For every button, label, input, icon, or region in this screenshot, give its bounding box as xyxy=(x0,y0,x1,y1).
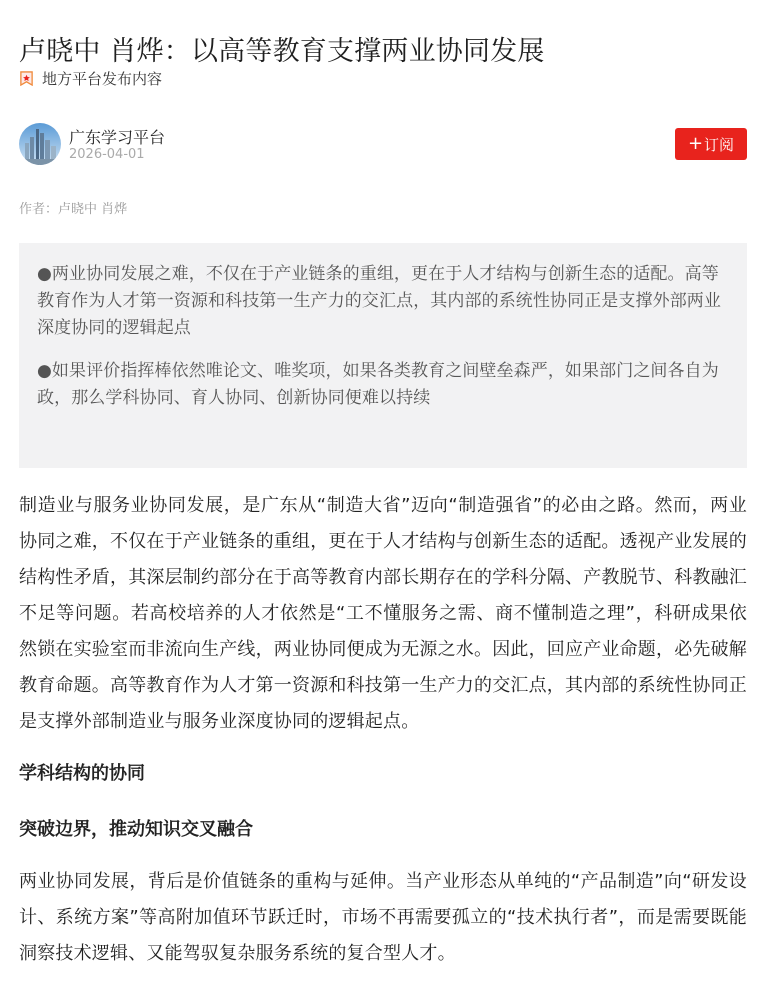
publisher-name[interactable]: 广东学习平台 xyxy=(69,128,166,147)
source-tag xyxy=(19,66,162,90)
body-paragraph: 两业协同发展，背后是价值链条的重构与延伸。当产业形态从单纯的“产品制造”向“研发设计、系统方案”等高附加值环节跃迁时，市场不再需要孤立的“技术执行者”，而是需要既能洞察技术逻辑、又能驾驭复杂服务系统的复合型人才。 xyxy=(19,871,747,964)
article-title: 卢晓中 肖烨：以高等教育支撑两业协同发展 xyxy=(19,36,545,68)
author-byline: 作者：卢晓中 肖烨 xyxy=(19,202,128,217)
summary-point: ●如果评价指挥棒依然唯论文、唯奖项，如果各类教育之间壁垒森严，如果部门之间各自为政，那么学科协同、育人协同、创新协同便难以持续 xyxy=(37,361,719,408)
publisher-avatar[interactable] xyxy=(19,123,61,165)
publish-date: 2026-04-01 xyxy=(69,147,145,162)
city-skyline-icon xyxy=(19,123,61,165)
subscribe-button[interactable] xyxy=(675,128,747,160)
summary-box xyxy=(19,243,747,468)
article-body xyxy=(19,488,747,988)
local-platform-badge-icon xyxy=(19,71,34,86)
plus-icon: + xyxy=(687,133,704,154)
section-heading: 学科结构的协同 xyxy=(19,763,145,784)
body-paragraph: 制造业与服务业协同发展，是广东从“制造大省”迈向“制造强省”的必由之路。然而，两业协同之难，不仅在于产业链条的重组，更在于人才结构与创新生态的适配。透视产业发展的结构性矛盾，其深层制约部分在于高等教育内部长期存在的学科分隔、产教脱节、科教融汇不足等问题。若高校培养的人才依然是“工不懂服务之需、商不懂制造之理”，科研成果依然锁在实验室而非流向生产线，两业协同便成为无源之水。因此，回应产业命题，必先破解教育命题。高等教育作为人才第一资源和科技第一生产力的交汇点，其内部的系统性协同正是支撑外部制造业与服务业深度协同的逻辑起点。 xyxy=(19,495,747,732)
summary-point: ●两业协同发展之难，不仅在于产业链条的重组，更在于人才结构与创新生态的适配。高等教育作为人才第一资源和科技第一生产力的交汇点，其内部的系统性协同正是支撑外部两业深度协同的逻辑起点 xyxy=(37,264,721,338)
subscribe-label: 订阅 xyxy=(704,135,735,154)
source-label: 地方平台发布内容 xyxy=(42,69,163,88)
publisher-row xyxy=(19,123,747,165)
section-subheading: 突破边界，推动知识交叉融合 xyxy=(19,819,253,840)
